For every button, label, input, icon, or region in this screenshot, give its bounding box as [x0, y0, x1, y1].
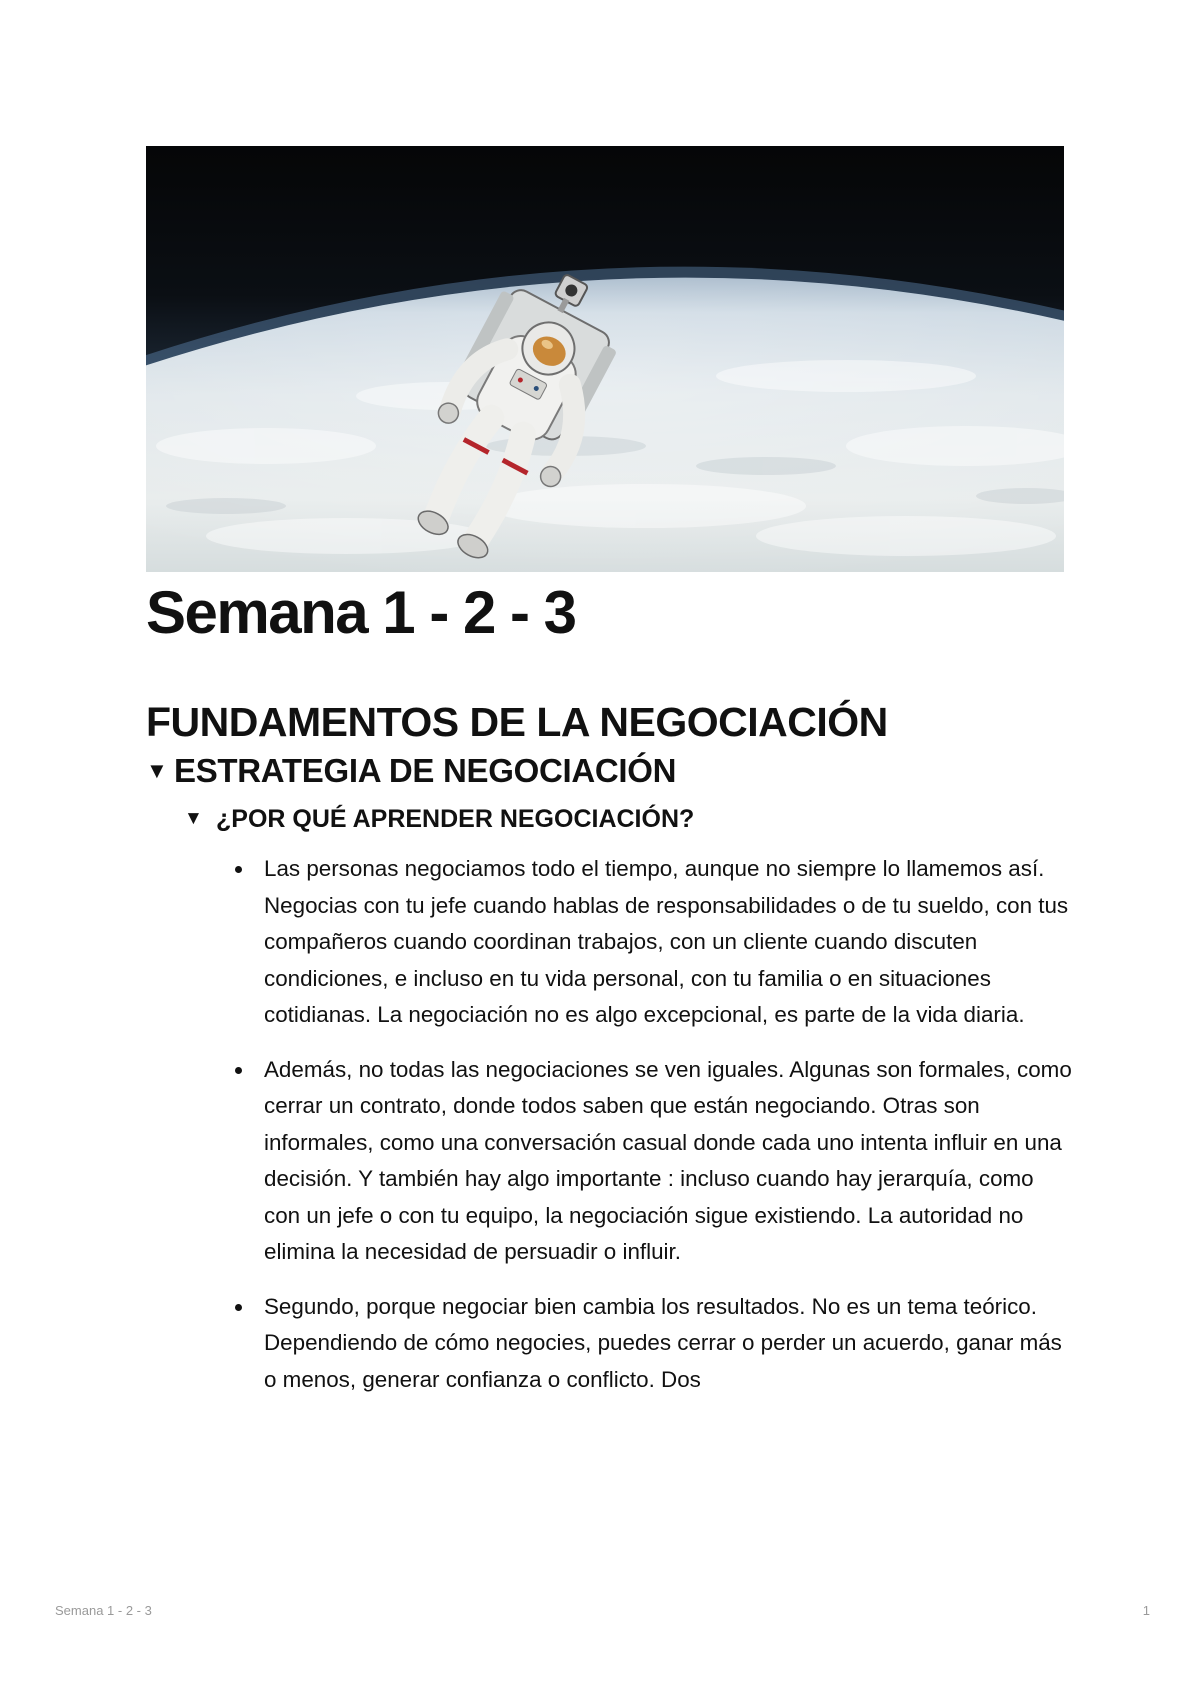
cover-image	[146, 146, 1064, 572]
toggle-heading-estrategia[interactable]	[146, 748, 676, 794]
astronaut-space-photo-icon	[146, 146, 1064, 572]
toggle-subheading-label: ¿POR QUÉ APRENDER NEGOCIACIÓN?	[216, 805, 695, 833]
list-item-text: Además, no todas las negociaciones se ven iguales. Algunas son formales, como cerrar un contrato, donde todos saben que están negociando. Otras son informales, como una conversación casual donde cada uno intenta influir en una decisión. Y también hay algo importante : incluso cuando hay jerarquía, como con un jefe o con tu equipo, la negociación sigue existiendo. La autoridad no elimina la necesidad de persuadir o influir.	[264, 1056, 1072, 1264]
list-item	[228, 851, 1074, 1034]
section-heading: FUNDAMENTOS DE LA NEGOCIACIÓN	[146, 699, 888, 745]
bullet-dot-icon	[235, 1067, 242, 1074]
list-item-text: Las personas negociamos todo el tiempo, aunque no siempre lo llamemos así. Negocias con tu jefe cuando hablas de responsabilidades o de tu sueldo, con tus compañeros cuando coordinan trabajos, con un cliente cuando discuten condiciones, e incluso en tu vida personal, con tu familia o en situaciones cotidianas. La negociación no es algo excepcional, es parte de la vida diaria.	[264, 856, 1069, 1027]
toggle-subheading-por-que[interactable]	[184, 799, 694, 839]
bullet-dot-icon	[235, 866, 242, 873]
bullet-list	[228, 851, 1074, 1416]
bullet-dot-icon	[235, 1304, 242, 1311]
toggle-open-triangle-icon[interactable]: ▼	[146, 758, 168, 783]
toggle-open-triangle-icon[interactable]: ▼	[184, 808, 203, 829]
toggle-heading-label: ESTRATEGIA DE NEGOCIACIÓN	[174, 752, 677, 789]
page-title: Semana 1 - 2 - 3	[146, 579, 576, 646]
list-item-text: Segundo, porque negociar bien cambia los resultados. No es un tema teórico. Dependiendo de cómo negocies, puedes cerrar o perder un acuerdo, ganar más o menos, generar confianza o conflicto. Dos	[264, 1293, 1062, 1392]
footer-page-number: 1	[1142, 1603, 1150, 1618]
list-item	[228, 1289, 1074, 1399]
footer-doc-title: Semana 1 - 2 - 3	[55, 1603, 152, 1618]
list-item	[228, 1052, 1074, 1271]
